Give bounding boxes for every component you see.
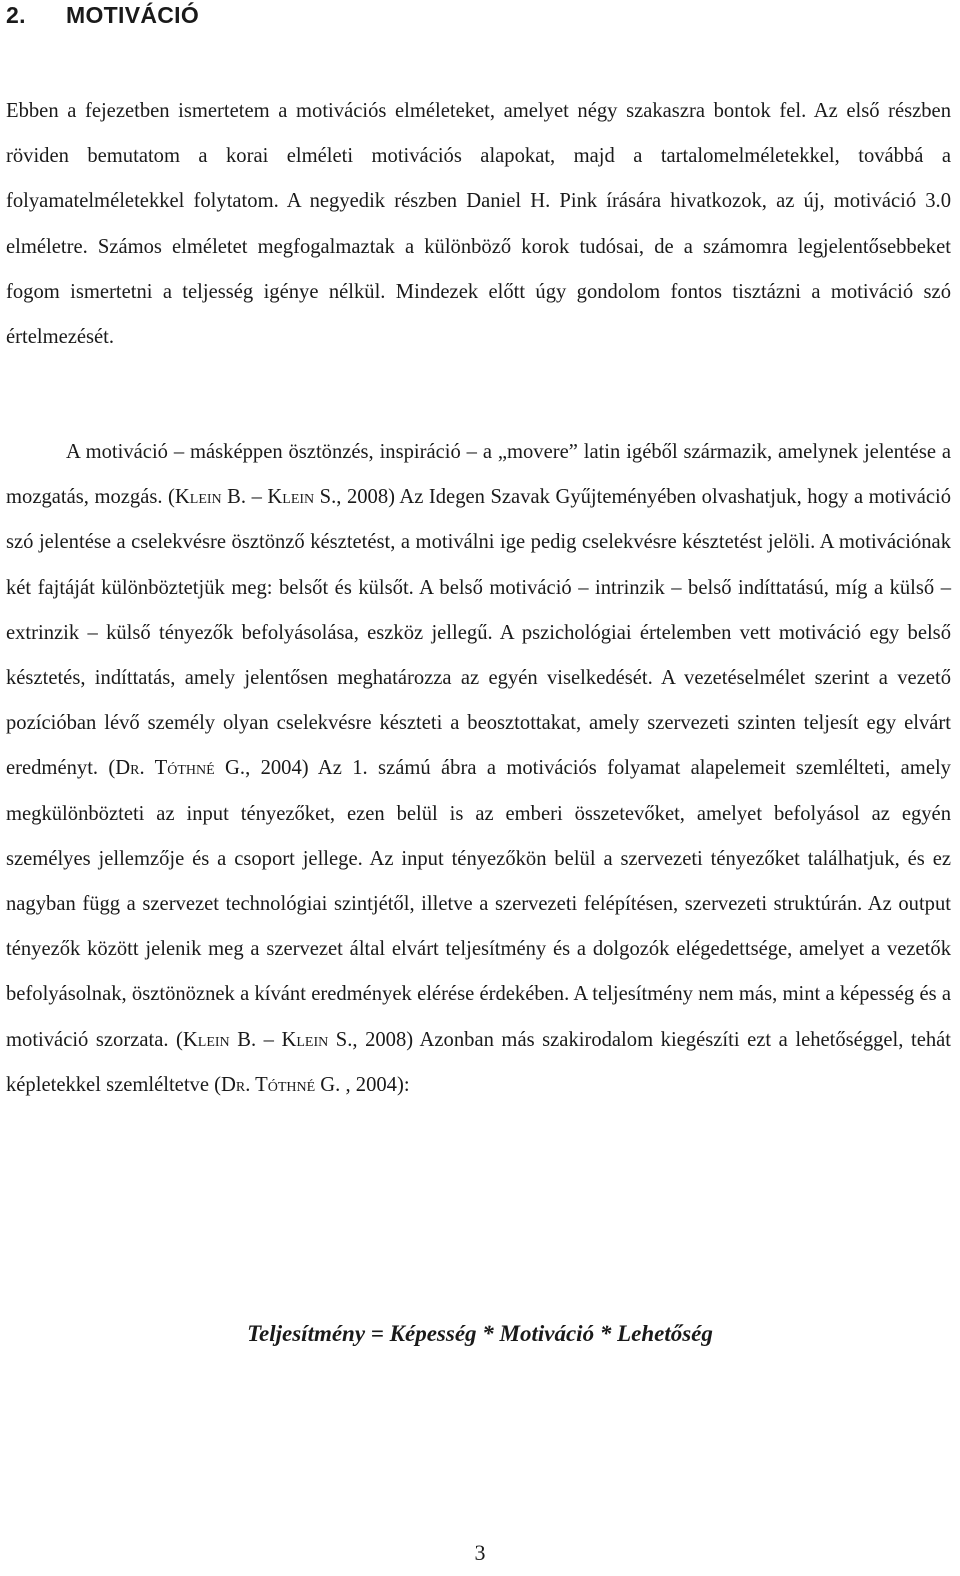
section-number: 2. [6, 2, 26, 28]
citation-klein-1: Klein B. – Klein S. [174, 486, 337, 509]
body-text-1: A motiváció – másképpen ösztönzés, inspiráció – a „movere” latin igéből származik, amelynek jelentése a mozgatás, mozgás. ( [6, 441, 951, 509]
section-title: MOTIVÁCIÓ [66, 2, 200, 28]
citation-tothne-2: Dr. Tóthné G. [221, 1073, 341, 1096]
performance-formula: Teljesítmény = Képesség * Motiváció * Lehetőség [247, 1321, 713, 1346]
citation-tothne-1: Dr. Tóthné G. [115, 757, 246, 780]
intro-paragraph [6, 89, 951, 360]
body-paragraph [6, 430, 951, 1108]
body-text-4: , 2008) Azonban más szakirodalom kiegészíti ezt a lehetőséggel, tehát képletekkel szemléltetve ( [6, 1028, 951, 1096]
page-number: 3 [474, 1540, 486, 1565]
body-text-5: , 2004): [340, 1073, 410, 1096]
body-text-3: , 2004) Az 1. számú ábra a motivációs folyamat alapelemeit szemlélteti, amely megkülönbözteti az input tényezőket, ezen belül is az emberi összetevőket, amelyet befolyásol az egyén személyes jellemzője és a csoport jellege. Az input tényezőkön belül a szervezeti tényezőket találhatjuk, és ez nagyban függ a szervezet technológiai szintjétől, illetve a szervezeti felépítésen, szervezeti struktúrán. Az output tényezők között jelenik meg a szervezet által elvárt teljesítmény és a dolgozók elégedettsége, amelyet a vezetők befolyásolnak, ösztönöznek a kívánt eredmények elérése érdekében. A teljesítmény nem más, mint a képesség és a motiváció szorzata. ( [6, 757, 951, 1051]
section-heading [6, 0, 199, 30]
citation-klein-2: Klein B. – Klein S. [182, 1028, 353, 1051]
body-text-2: , 2008) Az Idegen Szavak Gyűjteményében olvashatjuk, hogy a motiváció szó jelentése a cselekvésre ösztönző késztetést, a motiválni ige pedig cselekvésre késztetést jelöli. A motivációnak két fajtáját különböztetjük meg: belsőt és külsőt. A belső motiváció – intrinzik – belső indíttatású, míg a külső – extrinzik – külső tényezők befolyásolása, eszköz jellegű. A pszichológiai értelemben vett motiváció egy belső késztetés, indíttatás, amely jelentősen meghatározza az egyén viselkedését. A vezetéselmélet szerint a vezető pozícióban lévő személy olyan cselekvésre készteti a beosztottakat, amely szervezeti szinten teljesít egy elvárt eredményt. ( [6, 486, 951, 780]
intro-text: Ebben a fejezetben ismertetem a motivációs elméleteket, amelyet négy szakaszra bontok fel. Az első részben röviden bemutatom a korai elméleti motivációs alapokat, majd a tartalomelméletekkel, továbbá a folyamatelméletekkel folytatom. A negyedik részben Daniel H. Pink írására hivatkozok, az új, motiváció 3.0 elméletre. Számos elméletet megfogalmaztak a különböző korok tudósai, de a számomra legjelentősebbeket fogom ismertetni a teljesség igénye nélkül. Mindezek előtt úgy gondolom fontos tisztázni a motiváció szó értelmezését. [6, 100, 951, 349]
